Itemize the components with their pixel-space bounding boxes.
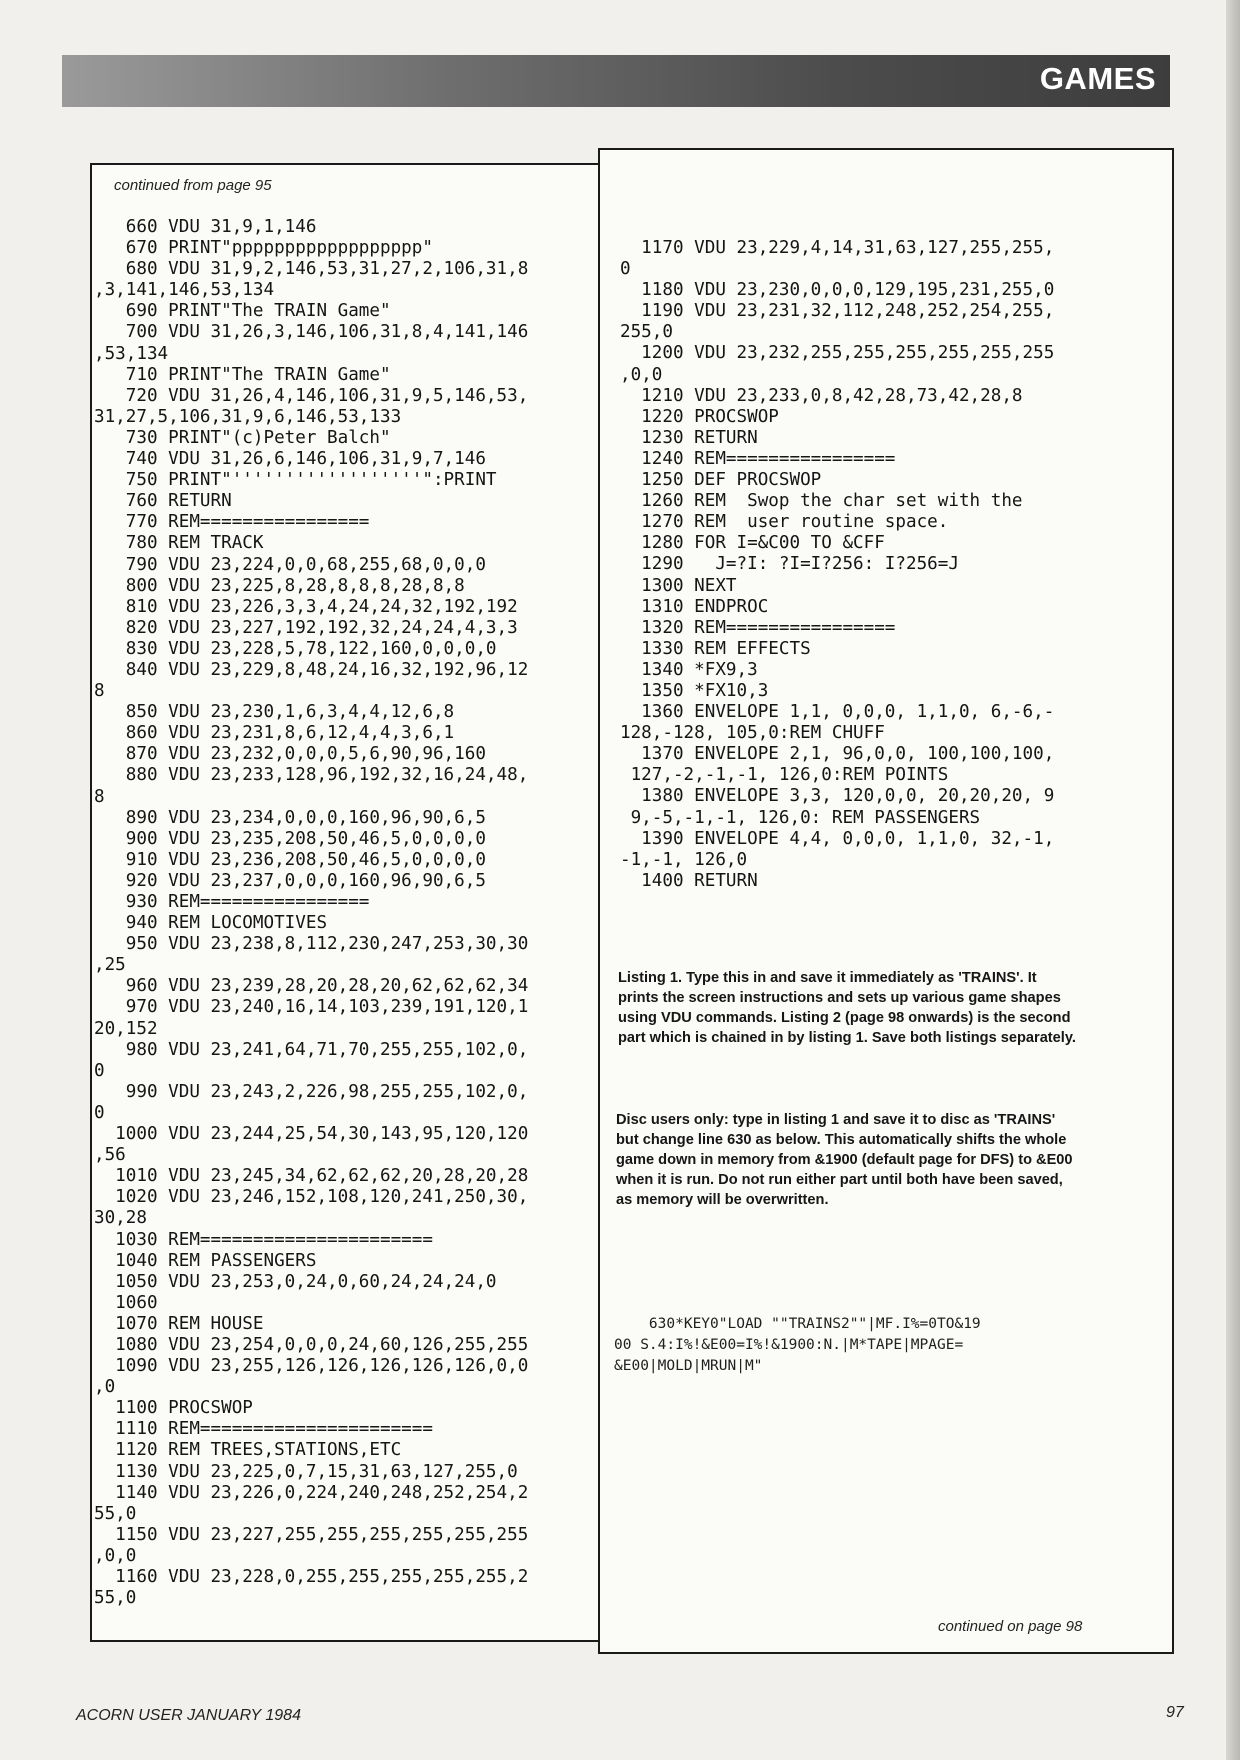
code-line: 720 VDU 31,26,4,146,106,31,9,5,146,53, (94, 385, 529, 406)
magazine-footer: ACORN USER JANUARY 1984 (76, 1707, 301, 1724)
code-line: 1030 REM====================== (94, 1229, 433, 1250)
page-number: 97 (1166, 1704, 1184, 1721)
code-line: 1040 REM PASSENGERS (94, 1250, 317, 1271)
code-line: ,53,134 (94, 343, 169, 364)
code-line: 1300 NEXT (620, 575, 737, 596)
code-line: 1140 VDU 23,226,0,224,240,248,252,254,2 (94, 1482, 529, 1503)
code-line: 1080 VDU 23,254,0,0,0,24,60,126,255,255 (94, 1334, 529, 1355)
code-line: 1170 VDU 23,229,4,14,31,63,127,255,255, (620, 238, 1055, 258)
code-line: ,56 (94, 1145, 126, 1166)
code-line: ,3,141,146,53,134 (94, 280, 275, 301)
code-line: 1230 RETURN (620, 427, 758, 448)
code-line: 1280 FOR I=&C00 TO &CFF (620, 533, 885, 554)
code-line: 127,-2,-1,-1, 126,0:REM POINTS (620, 765, 949, 786)
code-line: 700 VDU 31,26,3,146,106,31,8,4,141,146 (94, 322, 529, 343)
code-line: 850 VDU 23,230,1,6,3,4,4,12,6,8 (94, 702, 455, 723)
code-line: 1100 PROCSWOP (94, 1398, 253, 1419)
code-line: 1340 *FX9,3 (620, 659, 758, 680)
key-code-line: 00 S.4:I%!&E00=I%!&1900:N.|M*TAPE|MPAGE= (614, 1337, 964, 1353)
code-line: 1270 REM user routine space. (620, 512, 949, 533)
code-line: 0 (94, 1060, 105, 1081)
code-line: 840 VDU 23,229,8,48,24,16,32,192,96,12 (94, 659, 529, 680)
right-code-listing (620, 238, 1054, 892)
code-line: 1310 ENDPROC (620, 596, 769, 617)
code-line: 810 VDU 23,226,3,3,4,24,24,32,192,192 (94, 596, 518, 617)
code-line: 1380 ENVELOPE 3,3, 120,0,0, 20,20,20, 9 (620, 786, 1055, 807)
code-line: 9,-5,-1,-1, 126,0: REM PASSENGERS (620, 807, 981, 828)
code-line: 690 PRINT"The TRAIN Game" (94, 301, 391, 322)
code-line: 950 VDU 23,238,8,112,230,247,253,30,30 (94, 934, 529, 955)
disc-users-note: Disc users only: type in listing 1 and save it to disc as 'TRAINS' but change line 630 as below. This automatically shifts the whole game down in memory from &1900 (default page for DFS) to &E00 when it is run. Do not run either part until both have been saved, as memory will be overwritten. (616, 1112, 1073, 1208)
section-header-bar (62, 55, 1170, 107)
code-line: 820 VDU 23,227,192,192,32,24,24,4,3,3 (94, 617, 518, 638)
code-line: 780 REM TRACK (94, 533, 264, 554)
code-line: 1220 PROCSWOP (620, 406, 779, 427)
code-line: 1330 REM EFFECTS (620, 638, 811, 659)
code-line: 8 (94, 681, 105, 702)
code-line: 20,152 (94, 1018, 158, 1039)
key-code-line: 630*KEY0"LOAD ""TRAINS2""|MF.I%=0TO&19 (614, 1316, 981, 1332)
code-line: 1260 REM Swop the char set with the (620, 491, 1023, 512)
code-line: 1200 VDU 23,232,255,255,255,255,255,255 (620, 343, 1055, 364)
code-line: 670 PRINT"pppppppppppppppppp" (94, 238, 433, 259)
code-line: 880 VDU 23,233,128,96,192,32,16,24,48, (94, 765, 529, 786)
continued-on-caption: continued on page 98 (938, 1618, 1083, 1635)
code-line: 30,28 (94, 1208, 147, 1229)
code-line: 1110 REM====================== (94, 1419, 433, 1440)
code-line: 730 PRINT"(c)Peter Balch" (94, 427, 391, 448)
code-line: 1290 J=?I: ?I=I?256: I?256=J (620, 554, 959, 575)
code-line: 960 VDU 23,239,28,20,28,20,62,62,62,34 (94, 976, 529, 997)
code-line: 1370 ENVELOPE 2,1, 96,0,0, 100,100,100, (620, 744, 1055, 765)
listing-note: Listing 1. Type this in and save it immediately as 'TRAINS'. It prints the screen instructions and sets up various game shapes using VDU commands. Listing 2 (page 98 onwards) is the second part which is chained in by listing 1. Save both listings separately. (618, 970, 1076, 1046)
code-line: 1240 REM================ (620, 448, 896, 469)
code-line: 0 (620, 259, 631, 280)
code-line: 900 VDU 23,235,208,50,46,5,0,0,0,0 (94, 828, 486, 849)
code-line: 1160 VDU 23,228,0,255,255,255,255,255,2 (94, 1567, 529, 1587)
code-line: 255,0 (620, 322, 673, 343)
code-line: 1090 VDU 23,255,126,126,126,126,126,0,0 (94, 1356, 529, 1377)
code-line: 910 VDU 23,236,208,50,46,5,0,0,0,0 (94, 849, 486, 870)
page-edge (1226, 0, 1240, 1760)
code-line: 1130 VDU 23,225,0,7,15,31,63,127,255,0 (94, 1461, 518, 1482)
left-listing-panel (90, 163, 620, 1642)
code-line: 990 VDU 23,243,2,226,98,255,255,102,0, (94, 1081, 529, 1102)
code-line: ,0,0 (620, 364, 663, 385)
code-line: ,0,0 (94, 1545, 137, 1566)
code-line: 980 VDU 23,241,64,71,70,255,255,102,0, (94, 1039, 529, 1060)
code-line: 740 VDU 31,26,6,146,106,31,9,7,146 (94, 449, 486, 470)
continued-from-caption: continued from page 95 (114, 177, 272, 194)
code-line: 1020 VDU 23,246,152,108,120,241,250,30, (94, 1187, 529, 1208)
code-line: 1320 REM================ (620, 617, 896, 638)
right-listing-panel (598, 148, 1174, 1654)
code-line: 1010 VDU 23,245,34,62,62,62,20,28,20,28 (94, 1166, 529, 1187)
code-line: 31,27,5,106,31,9,6,146,53,133 (94, 406, 402, 427)
code-line: 860 VDU 23,231,8,6,12,4,4,3,6,1 (94, 723, 455, 744)
code-line: 1390 ENVELOPE 4,4, 0,0,0, 1,1,0, 32,-1, (620, 828, 1055, 849)
code-line: 1050 VDU 23,253,0,24,0,60,24,24,24,0 (94, 1271, 497, 1292)
code-line: 930 REM================ (94, 892, 370, 912)
code-line: 770 REM================ (94, 512, 370, 533)
code-line: 1150 VDU 23,227,255,255,255,255,255,255 (94, 1524, 529, 1545)
code-line: -1,-1, 126,0 (620, 849, 748, 870)
code-line: 710 PRINT"The TRAIN Game" (94, 364, 391, 385)
code-line: ,0 (94, 1377, 116, 1398)
code-line: ,25 (94, 955, 126, 976)
code-line: 660 VDU 31,9,1,146 (94, 217, 317, 237)
code-line: 890 VDU 23,234,0,0,0,160,96,90,6,5 (94, 807, 486, 828)
code-line: 1190 VDU 23,231,32,112,248,252,254,255, (620, 301, 1055, 322)
code-line: 1000 VDU 23,244,25,54,30,143,95,120,120 (94, 1124, 529, 1145)
code-line: 0 (94, 1102, 105, 1123)
code-line: 1070 REM HOUSE (94, 1313, 264, 1334)
code-line: 920 VDU 23,237,0,0,0,160,96,90,6,5 (94, 870, 486, 891)
code-line: 1060 (94, 1292, 158, 1313)
code-line: 760 RETURN (94, 491, 232, 512)
code-line: 940 REM LOCOMOTIVES (94, 913, 328, 934)
code-line: 680 VDU 31,9,2,146,53,31,27,2,106,31,8 (94, 259, 529, 280)
code-line: 1120 REM TREES,STATIONS,ETC (94, 1440, 402, 1461)
code-line: 870 VDU 23,232,0,0,0,5,6,90,96,160 (94, 744, 486, 765)
code-line: 1250 DEF PROCSWOP (620, 470, 822, 491)
code-line: 1210 VDU 23,233,0,8,42,28,73,42,28,8 (620, 385, 1023, 406)
code-line: 790 VDU 23,224,0,0,68,255,68,0,0,0 (94, 554, 486, 575)
left-code-listing (94, 217, 528, 1609)
key0-code-block (614, 1314, 981, 1377)
code-line: 800 VDU 23,225,8,28,8,8,8,28,8,8 (94, 575, 465, 596)
code-line: 1360 ENVELOPE 1,1, 0,0,0, 1,1,0, 6,-6,- (620, 702, 1055, 723)
code-line: 55,0 (94, 1588, 137, 1609)
code-line: 750 PRINT"''''''''''''''''''":PRINT (94, 470, 497, 491)
code-line: 830 VDU 23,228,5,78,122,160,0,0,0,0 (94, 638, 497, 659)
section-title: GAMES (1039, 61, 1156, 96)
code-line: 8 (94, 786, 105, 807)
code-line: 1350 *FX10,3 (620, 680, 769, 701)
code-line: 128,-128, 105,0:REM CHUFF (620, 723, 885, 744)
code-line: 1180 VDU 23,230,0,0,0,129,195,231,255,0 (620, 280, 1055, 301)
code-line: 970 VDU 23,240,16,14,103,239,191,120,1 (94, 997, 529, 1018)
key-code-line: &E00|MOLD|MRUN|M" (614, 1358, 763, 1374)
code-line: 55,0 (94, 1503, 137, 1524)
code-line: 1400 RETURN (620, 870, 758, 891)
